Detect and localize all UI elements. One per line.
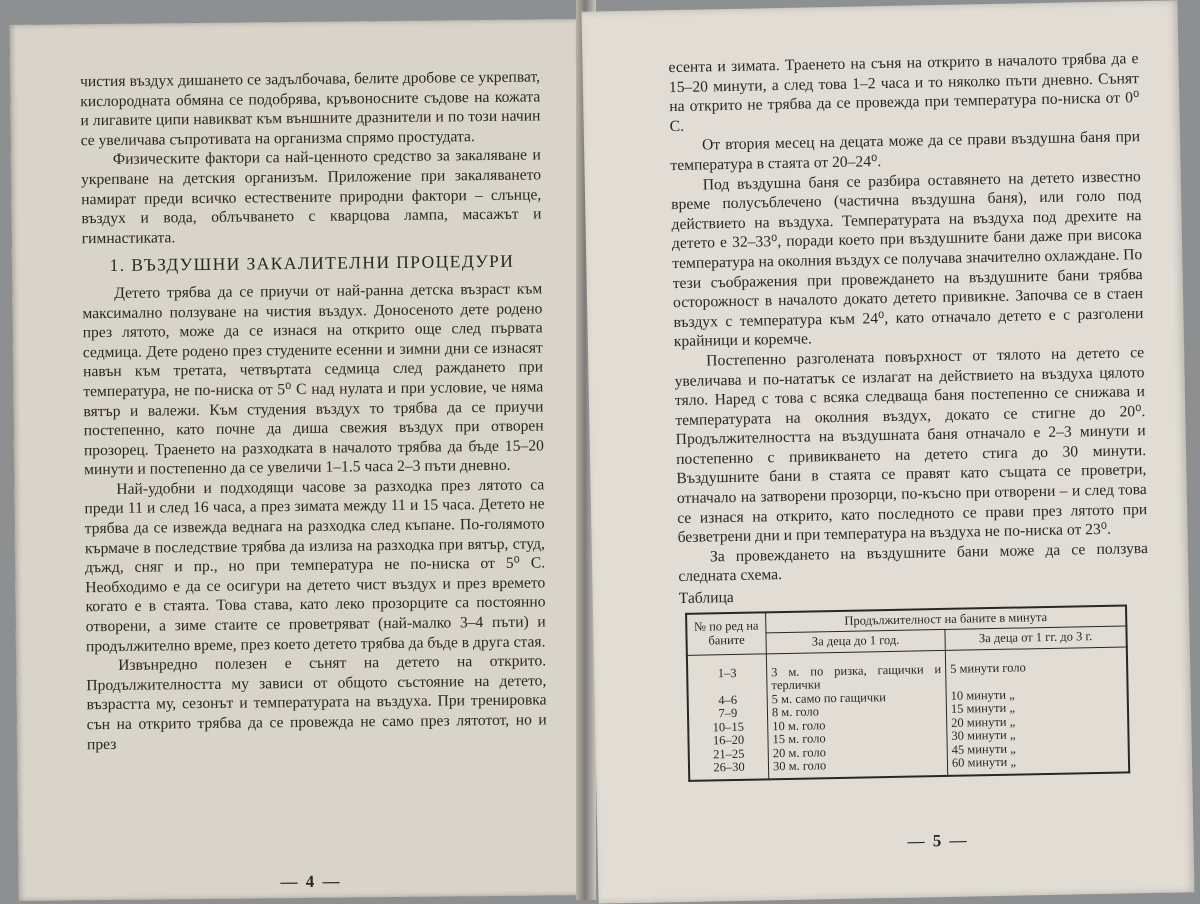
bath-schedule-table: [685, 604, 1130, 781]
table-label: Таблица: [678, 589, 734, 608]
right-text-column: [668, 49, 1152, 782]
row-1-to-3: 15 минути „: [946, 700, 1128, 717]
left-paragraph-1: чистия въздух дишането се задълбочава, белите дробове се укрепват, кислородната обмяна се подобрява, кръвоносните съдове на кожата и лигавите ципи навикват към външните дразнители и по този начин се увеличава съпротивата на организма спрямо простудата.: [79, 68, 541, 150]
right-page: [581, 0, 1194, 903]
row-1-to-3: 10 минути „: [946, 686, 1128, 703]
right-paragraph-1: есента и зимата. Траенето на съня на открито в началото трябва да е 15–20 минути, а след това 1–2 часа и то няколко пъти дневно. Сънят на открито не трябва да се провежда при температура по-ниска от 0⁰ С.: [668, 50, 1140, 135]
row-number: 16–20: [712, 732, 745, 748]
left-page: [9, 19, 586, 901]
header-bath-number: № по ред на баните: [686, 612, 766, 655]
section-heading: 1. ВЪЗДУШНИ ЗАКАЛИТЕЛНИ ПРОЦЕДУРИ: [109, 251, 515, 276]
page-number-left: — 4 —: [280, 871, 342, 892]
row-under-1: 3 м. по ризка, гащички и терлички: [766, 650, 946, 693]
header-1-to-3-years: За деца от 1 гг. до 3 г.: [945, 626, 1127, 650]
left-paragraph-2: Физическите фактори са най-ценното средство за закаляване и укрепване на детския организъм. Приложение при закаляването намират преди всичко естествените природни фактори – слънце, въздух и вода, облъчването с кварцова лампа, масажът и гимнастиката.: [80, 146, 542, 248]
row-number: 10–15: [712, 719, 745, 735]
header-under-1-year: За деца до 1 год.: [766, 630, 945, 654]
row-under-1: 10 м. голо: [768, 717, 947, 734]
row-number: 4–6: [718, 692, 738, 707]
page-number-right: — 5 —: [907, 830, 969, 851]
row-number: 1–3: [717, 665, 737, 680]
right-paragraph-5: За провеждането на въздушните бани може да се ползува следната схема.: [678, 539, 1149, 586]
header-duration-group: Продължителност на баните в минута: [766, 605, 1127, 633]
row-1-to-3: 5 минути голо: [945, 647, 1127, 690]
row-1-to-3: 30 минути „: [947, 727, 1129, 744]
row-1-to-3: 45 минути „: [947, 740, 1129, 757]
row-under-1: 15 м. голо: [768, 730, 947, 747]
row-under-1: 20 м. голо: [768, 744, 947, 761]
left-paragraph-5: Извънредно полезен е сънят на детето на открито. Продължителността му зависи от общото състояние на детето, възрастта му, сезонът и температурата на въздуха. При тренировка сън на открито трябва да се провежда не само през лятотот, но и през: [86, 652, 547, 753]
right-paragraph-2: От втория месец на децата може да се прави въздушна баня при температура в стаята от 20–24⁰.: [670, 128, 1141, 175]
row-under-1: 30 м. голо: [768, 757, 947, 779]
left-paragraph-4: Най-удобни и подходящи часове за разходка през лятото са преди 11 и след 16 часа, а през зимата между 11 и 15 часа. Детето не трябва да се извежда веднага на разходка след къпане. По-голямото кърмаче в последствие трябва да излиза на разходка при вятър, студ, дъжд, сняг и пр., но при температура не по-ниска от 5⁰ С. Необходимо е да се осигури на детето чист въздух и през времето когато е в стаята. Това става, като леко прозорците са постоянно отворени, а зиме стаите се проветряват (най-малко 3–4 пъти) и продължително време, през което детето трябва да бъде в друга стая.: [84, 476, 546, 655]
row-number: 7–9: [718, 706, 738, 721]
row-under-1: 5 м. само по гащички: [767, 690, 946, 707]
row-under-1: 8 м. голо: [767, 703, 946, 720]
row-1-to-3: 20 минути „: [947, 713, 1129, 730]
left-paragraph-3: Детето трябва да се приучи от най-ранна детска възраст към максимално ползуване на чистия въздух. Доносеното дете родено през лятото, може да се изнася на открито още след първата седмица. Дете родено през студените есенни и зимни дни се изнасят навън към третата, четвъртата седмица след раждането при температура, не по-ниска от 5⁰ С над нулата и при условие, че няма вятър и валежи. Към студения въздух то трябва да се приучи постепенно, като почне да диша свежия въздух при отворен прозорец. Траенето на разходката в началото трябва да бъде 15–20 минути и постепенно да се увеличи 1–1.5 часа 2–3 пъти дневно.: [82, 280, 544, 479]
right-paragraph-4: Постепенно разголената повърхност от тялото на детето се увеличава и по-нататък се излагат на действието на въздуха цялото тяло. Наред с това с всяка следваща баня постепенно се снижава и температурата на околния въздух, докато се стигне до 20⁰. Продължителността на въздушната баня отначало е 2–3 минути и постепенно с привикването на детето стига до 30 минути. Въздушните бани в стаята се правят като същата се проветри, отначало на затворени прозорци, по-късно при отворени – и след това се изнася на открито, като последното се прави през лятото при безветрени дни и при температура на въздуха не по-ниска от 23⁰.: [674, 343, 1148, 547]
row-number: 26–30: [713, 759, 745, 775]
row-number: 21–25: [713, 746, 745, 762]
left-text-column: [80, 67, 547, 754]
row-1-to-3: 60 минути „: [947, 754, 1129, 776]
right-paragraph-3: Под въздушна баня се разбира оставянето на детето известно време полусъблечено (частична въздушна баня), или голо под действието на въздуха. Температурата на въздуха под дрехите на детето е 32–33⁰, поради което при въздушните бани даже при висока температура на околния въздух се получава значително охлаждане. По тези съображения при провеждането на въздушните бани трябва осторожност в началото докато детето привикне. Започва се в стаен въздух с температура към 24⁰, като отначало детето е с разголени крайници и коремче.: [671, 167, 1144, 351]
